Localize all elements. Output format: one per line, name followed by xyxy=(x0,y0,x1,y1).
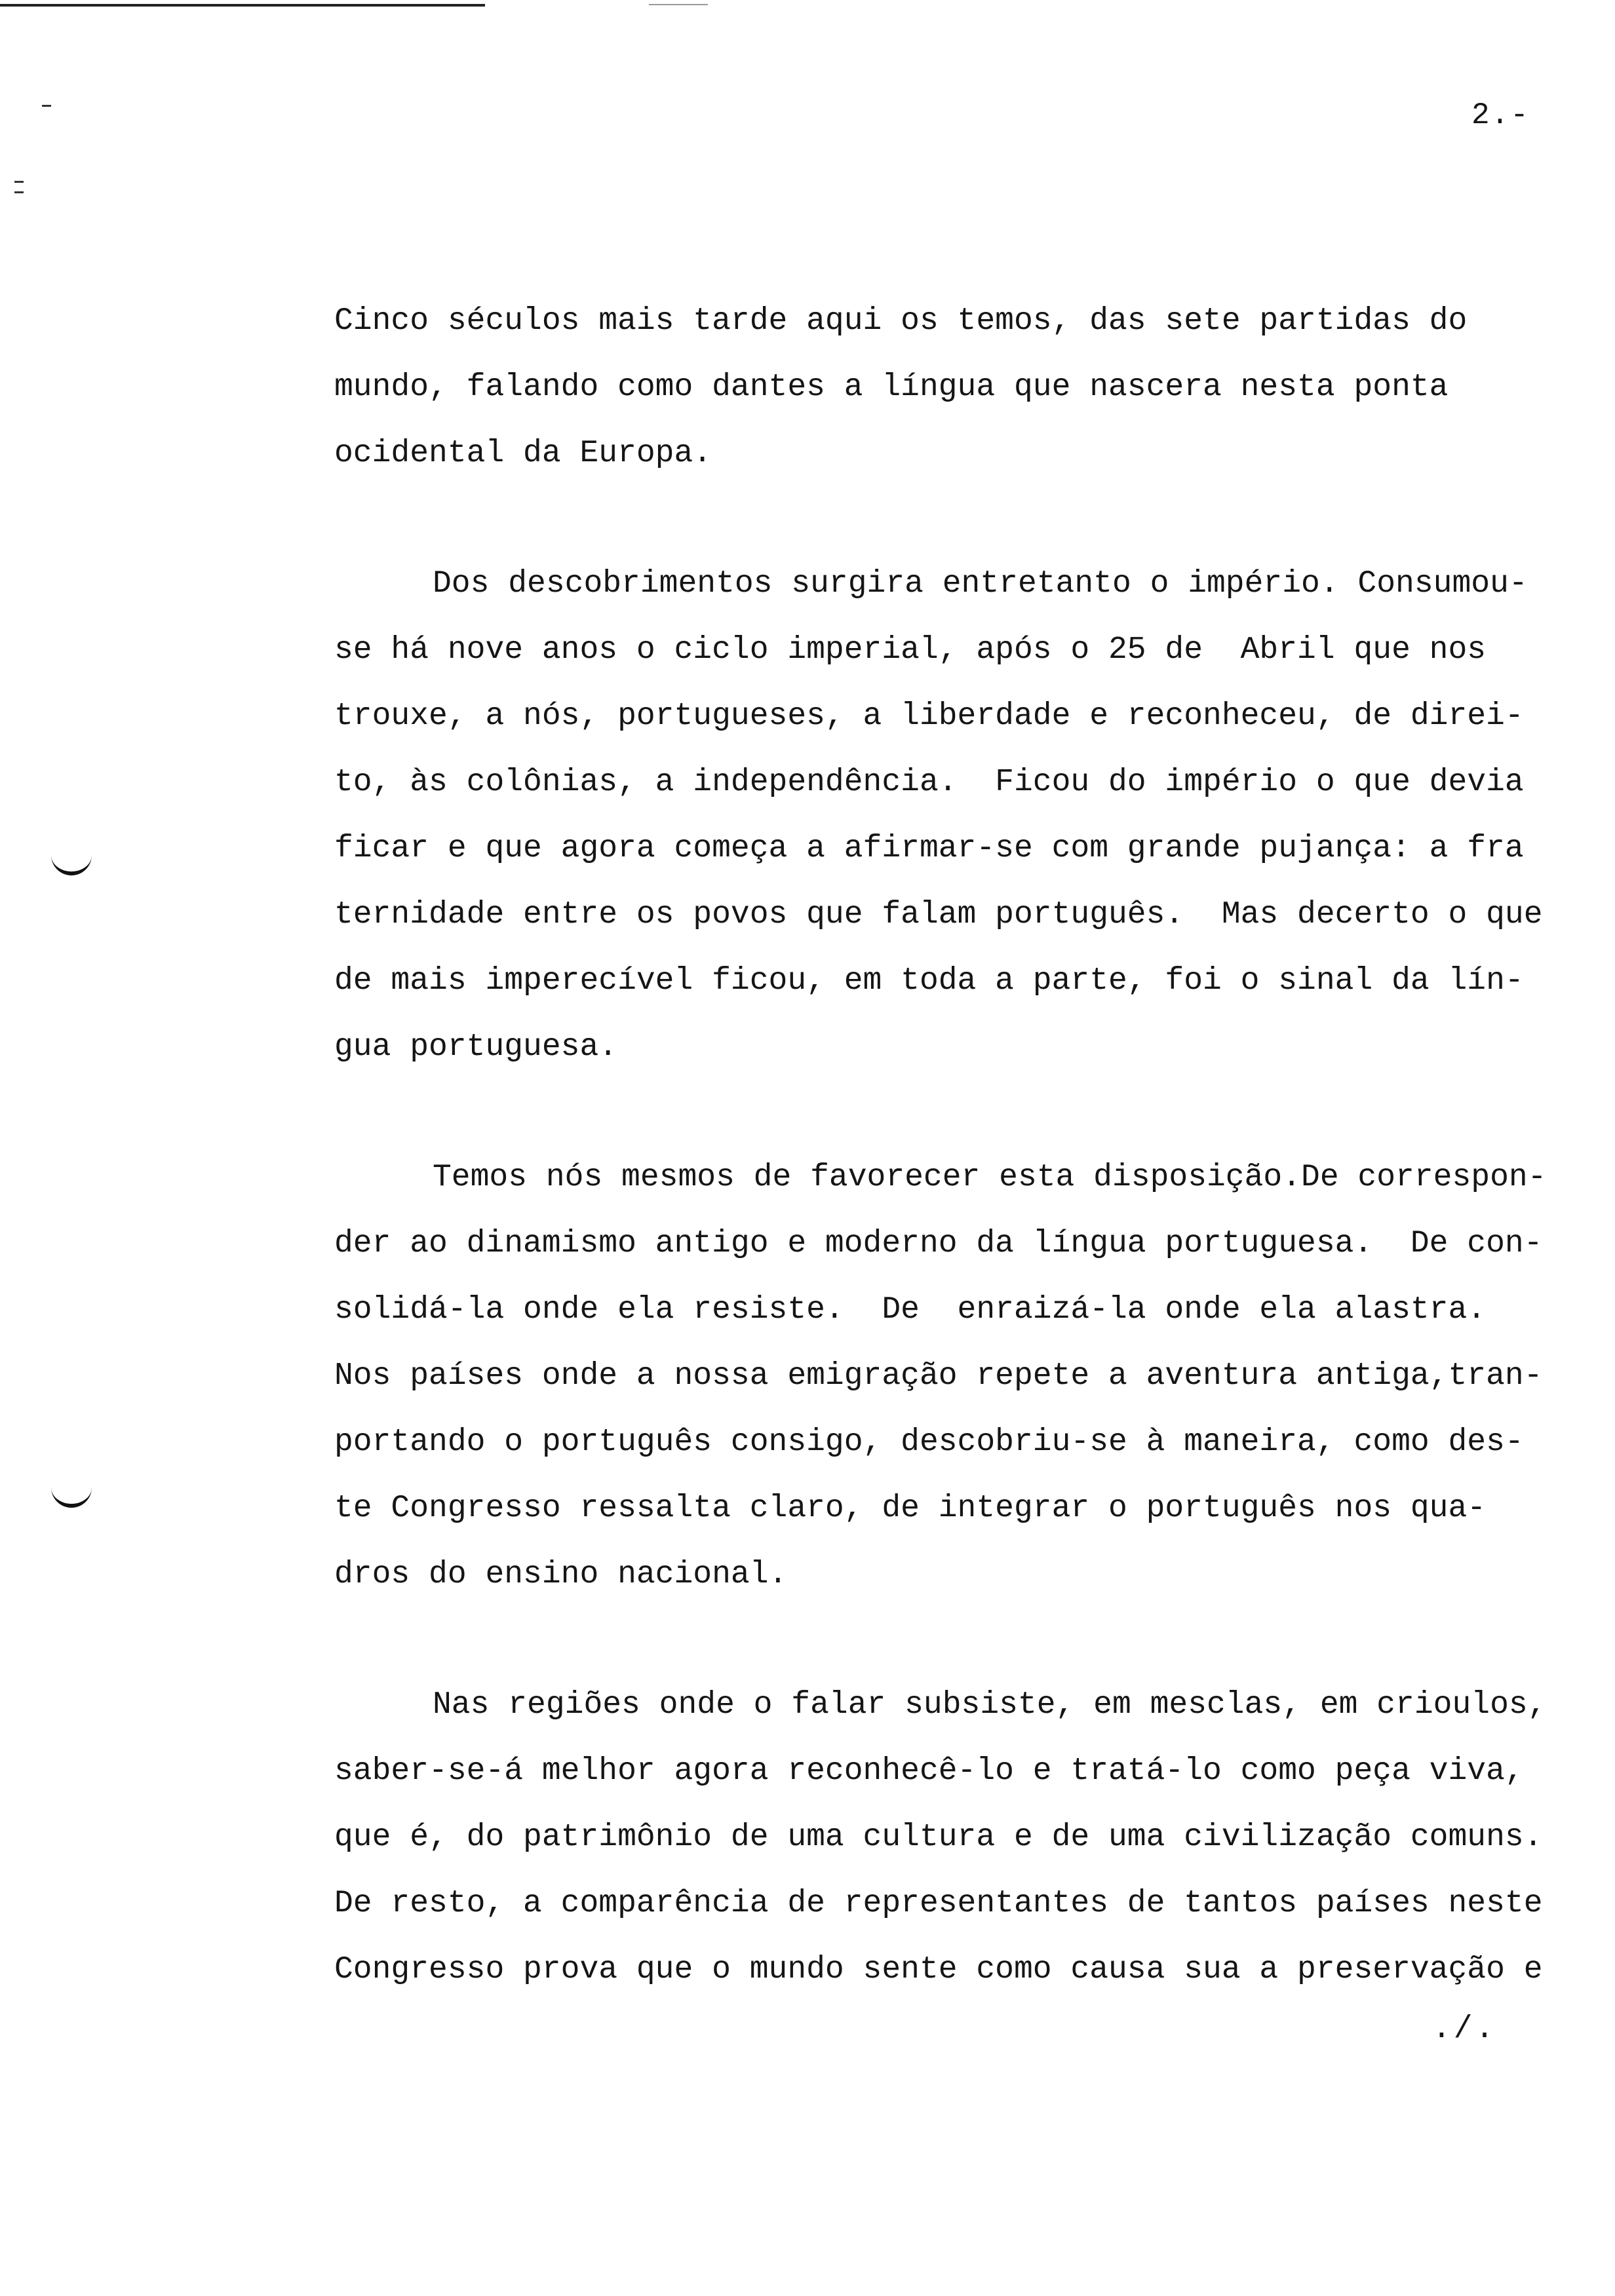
margin-bracket-mark xyxy=(51,1484,92,1508)
text-line: se há nove anos o ciclo imperial, após o 25 de Abril que nos xyxy=(334,632,1487,668)
continuation-mark: ./. xyxy=(1432,2012,1497,2047)
text-line: Dos descobrimentos surgira entretanto o império. Consumou- xyxy=(433,566,1528,602)
text-line: Temos nós mesmos de favorecer esta disposição.De correspon- xyxy=(433,1160,1547,1195)
text-line: Congresso prova que o mundo sente como causa sua a preservação e xyxy=(334,1952,1543,1987)
text-line: te Congresso ressalta claro, de integrar o português nos qua- xyxy=(334,1491,1487,1526)
paragraph xyxy=(334,551,1615,1081)
text-line: to, às colônias, a independência. Ficou do império o que devia xyxy=(334,765,1524,800)
text-line: gua portuguesa. xyxy=(334,1029,618,1065)
text-line: Nas regiões onde o falar subsiste, em mesclas, em crioulos, xyxy=(433,1687,1547,1723)
margin-tick xyxy=(42,105,51,107)
text-line: De resto, a comparência de representantes de tantos países neste xyxy=(334,1886,1543,1921)
text-line: Cinco séculos mais tarde aqui os temos, das sete partidas do xyxy=(334,303,1468,339)
margin-tick xyxy=(14,181,24,183)
text-line: mundo, falando como dantes a língua que nascera nesta ponta xyxy=(334,370,1449,405)
text-line: solidá-la onde ela resiste. De enraizá-la onde ela alastra. xyxy=(334,1292,1487,1328)
margin-bracket-mark xyxy=(51,852,92,875)
paragraph xyxy=(334,1145,1615,1608)
paragraph xyxy=(334,1672,1615,2003)
text-line: ternidade entre os povos que falam português. Mas decerto o que xyxy=(334,897,1543,932)
text-line: que é, do patrimônio de uma cultura e de uma civilização comuns. xyxy=(334,1820,1543,1855)
margin-tick xyxy=(14,191,24,193)
text-line: de mais imperecível ficou, em toda a parte, foi o sinal da lín- xyxy=(334,963,1524,999)
paragraph xyxy=(334,288,1615,487)
text-line: ocidental da Europa. xyxy=(334,436,712,471)
top-rule-fragment xyxy=(649,4,708,5)
text-line: saber-se-á melhor agora reconhecê-lo e tratá-lo como peça viva, xyxy=(334,1753,1524,1789)
text-line: trouxe, a nós, portugueses, a liberdade e reconheceu, de direi- xyxy=(334,698,1524,734)
text-line: ficar e que agora começa a afirmar-se com grande pujança: a fra xyxy=(334,831,1524,866)
page-number: 2.- xyxy=(1471,98,1530,132)
text-line: Nos países onde a nossa emigração repete a aventura antiga,tran- xyxy=(334,1358,1543,1394)
document-body xyxy=(334,288,1615,2067)
text-line: dros do ensino nacional. xyxy=(334,1557,788,1592)
text-line: der ao dinamismo antigo e moderno da língua portuguesa. De con- xyxy=(334,1226,1543,1261)
top-rule xyxy=(0,4,485,7)
text-line: portando o português consigo, descobriu-se à maneira, como des- xyxy=(334,1425,1524,1460)
